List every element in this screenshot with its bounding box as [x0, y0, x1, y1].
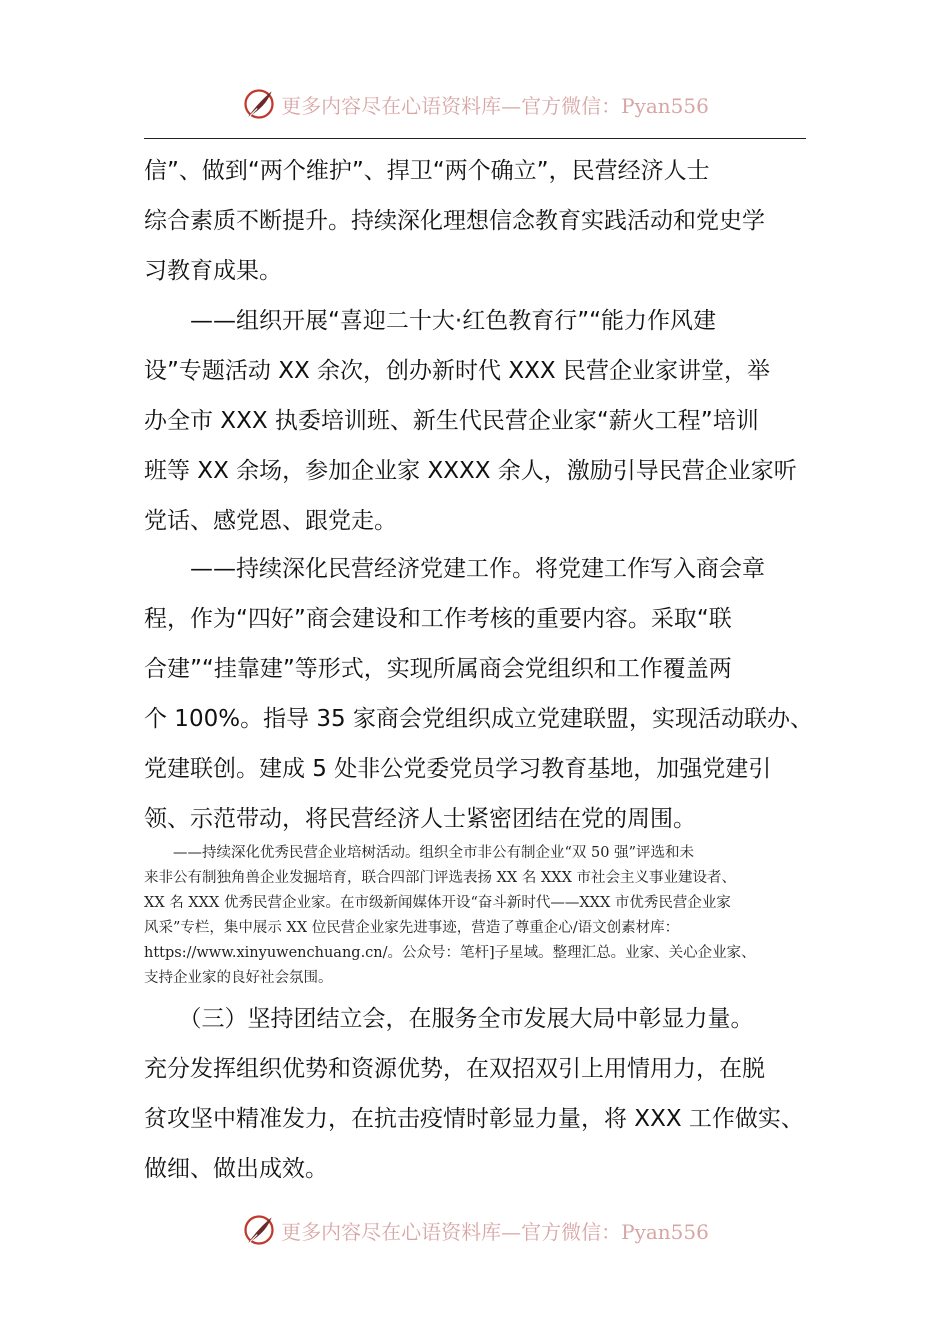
paragraph-line: 支持企业家的良好社会氛围。	[144, 970, 333, 986]
paragraph-line: 党话、感党恩、跟党走。	[144, 508, 397, 534]
paragraph-4-small	[144, 841, 812, 991]
paragraph-line: 贫攻坚中精准发力，在抗击疫情时彰显力量，将 XXX 工作做实、	[144, 1106, 804, 1132]
paragraph-1	[144, 146, 814, 296]
quill-pen-logo-icon	[241, 1212, 277, 1248]
paragraph-line: https://www.xinyuwenchuang.cn/。公众号：笔杆]子星域。整理汇总。业家、关心企业家、	[144, 945, 756, 961]
paragraph-line: 个 100%。指导 35 家商会党组织成立党建联盟，实现活动联办、	[144, 706, 813, 732]
paragraph-line: 领、示范带动，将民营经济人士紧密团结在党的周围。	[144, 806, 696, 832]
paragraph-line: 习教育成果。	[144, 258, 282, 284]
header-divider	[144, 138, 806, 139]
paragraph-5	[144, 994, 814, 1194]
paragraph-line: ——持续深化民营经济党建工作。将党建工作写入商会章	[144, 556, 765, 582]
paragraph-line: 信”、做到“两个维护”、捍卫“两个确立”，民营经济人士	[144, 158, 710, 184]
paragraph-line: ——组织开展“喜迎二十大·红色教育行”“能力作风建	[144, 308, 717, 334]
footer-watermark-text: 更多内容尽在心语资料库—官方微信：Pyan556	[281, 1219, 709, 1244]
paragraph-line: 党建联创。建成 5 处非公党委党员学习教育基地，加强党建引	[144, 756, 772, 782]
paragraph-line: （三）坚持团结立会，在服务全市发展大局中彰显力量。	[144, 1006, 754, 1032]
quill-pen-logo-icon	[241, 86, 277, 122]
paragraph-line: 合建”“挂靠建”等形式，实现所属商会党组织和工作覆盖两	[144, 656, 732, 682]
paragraph-line: 来非公有制独角兽企业发掘培育，联合四部门评选表扬 XX 名 XXX 市社会主义事业建设者、	[144, 870, 737, 886]
header-watermark-text: 更多内容尽在心语资料库—官方微信：Pyan556	[281, 93, 709, 118]
header-watermark	[0, 84, 950, 124]
paragraph-3	[144, 544, 814, 844]
paragraph-line: ——持续深化优秀民营企业培树活动。组织全市非公有制企业“双 50 强”评选和未	[144, 845, 694, 861]
paragraph-line: 综合素质不断提升。持续深化理想信念教育实践活动和党史学	[144, 208, 765, 234]
paragraph-line: XX 名 XXX 优秀民营企业家。在市级新闻媒体开设“奋斗新时代——XXX 市优秀民营企业家	[144, 895, 731, 911]
paragraph-line: 班等 XX 余场，参加企业家 XXXX 余人，激励引导民营企业家听	[144, 458, 797, 484]
paragraph-line: 充分发挥组织优势和资源优势，在双招双引上用情用力，在脱	[144, 1056, 765, 1082]
footer-watermark	[0, 1210, 950, 1250]
paragraph-line: 办全市 XXX 执委培训班、新生代民营企业家“薪火工程”培训	[144, 408, 759, 434]
paragraph-line: 风采”专栏，集中展示 XX 位民营企业家先进事迹，营造了尊重企心/语文创素材库：	[144, 920, 680, 936]
paragraph-line: 设”专题活动 XX 余次，创办新时代 XXX 民营企业家讲堂，举	[144, 358, 770, 384]
paragraph-line: 做细、做出成效。	[144, 1156, 328, 1182]
paragraph-line: 程，作为“四好”商会建设和工作考核的重要内容。采取“联	[144, 606, 732, 632]
paragraph-2	[144, 296, 814, 546]
